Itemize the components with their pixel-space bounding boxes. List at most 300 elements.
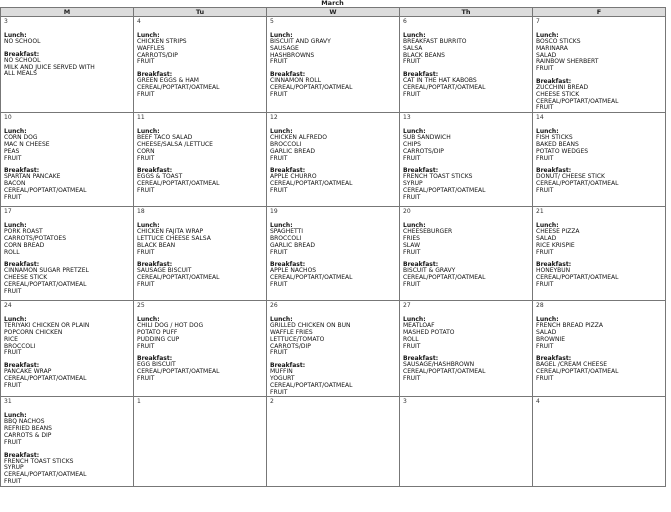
menu-item: MEATLOAF	[403, 322, 435, 330]
day-cell	[533, 301, 666, 397]
menu-item: CEREAL/POPTART/OATMEAL	[137, 368, 220, 376]
menu-item: BBQ NACHOS	[4, 418, 45, 426]
day-number: 6	[403, 18, 407, 25]
menu-item: PUDDING CUP	[137, 335, 180, 343]
week-row	[1, 397, 666, 486]
breakfast-section	[536, 167, 662, 194]
meal-label: Lunch:	[403, 32, 426, 39]
menu-item: FRUIT	[137, 342, 155, 350]
menu-item: FRUIT	[536, 280, 554, 288]
meal-label: Lunch:	[137, 128, 160, 136]
menu-item: MARINARA	[536, 44, 568, 52]
menu-item: FRUIT	[270, 280, 288, 288]
breakfast-section	[403, 167, 529, 201]
menu-item: CORN	[137, 147, 155, 155]
menu-item: CEREAL/POPTART/OATMEAL	[536, 368, 619, 376]
breakfast-section	[4, 51, 130, 78]
breakfast-section	[270, 261, 396, 288]
menu-item: CINNAMON ROLL	[270, 77, 321, 85]
menu-item: POTATO WEDGES	[536, 147, 589, 155]
menu-item: BROCCOLI	[270, 140, 302, 148]
day-cell	[134, 397, 267, 486]
menu-item: ROLL	[403, 335, 419, 343]
menu-item: FRUIT	[137, 154, 155, 162]
day-cell	[1, 113, 134, 207]
day-number: 26	[270, 302, 278, 310]
menu-item: FRUIT	[4, 287, 22, 295]
menu-item: BAKED BEANS	[536, 140, 579, 148]
day-number: 31	[4, 398, 12, 406]
menu-item: FRUIT	[137, 374, 155, 382]
meal-label: Breakfast:	[4, 261, 40, 269]
day-cell	[400, 397, 533, 486]
menu-item: APPLE CHURRO	[270, 173, 317, 181]
lunch-section	[270, 222, 396, 256]
menu-item: LETTUCE CHEESE SALSA	[137, 234, 211, 242]
lunch-section	[536, 32, 662, 73]
menu-item: CHICKEN STRIPS	[137, 38, 187, 45]
day-number: 7	[536, 18, 540, 25]
menu-item: CHEESEBURGER	[403, 228, 453, 236]
day-cell	[267, 397, 400, 486]
meal-label: Breakfast:	[536, 167, 572, 175]
menu-item: BACON	[4, 180, 26, 188]
menu-item: CEREAL/POPTART/OATMEAL	[536, 274, 619, 282]
day-number: 19	[270, 208, 278, 216]
week-row	[1, 207, 666, 301]
menu-item: SPARTAN PANCAKE	[4, 173, 61, 181]
menu-item: HONEYBUN	[536, 267, 571, 275]
meal-label: Lunch:	[270, 316, 293, 324]
meal-label: Lunch:	[4, 412, 27, 420]
menu-item: FRUIT	[403, 58, 421, 66]
lunch-section	[4, 32, 130, 46]
menu-item: FRUIT	[536, 104, 554, 112]
meal-label: Breakfast:	[137, 261, 173, 269]
menu-item: PORK ROAST	[4, 228, 43, 236]
meal-label: Lunch:	[536, 128, 559, 136]
day-cell	[1, 301, 134, 397]
menu-item: FRUIT	[536, 374, 554, 382]
menu-item: RAINBOW SHERBERT	[536, 58, 599, 66]
breakfast-section	[403, 261, 529, 288]
menu-item: FRUIT	[4, 477, 22, 485]
menu-item: CEREAL/POPTART/OATMEAL	[270, 180, 353, 188]
menu-item: BROWNIE	[536, 335, 565, 343]
menu-item: FRUIT	[4, 193, 22, 201]
menu-item: CEREAL/POPTART/OATMEAL	[403, 274, 486, 282]
menu-item: PEAS	[4, 147, 20, 155]
weekday-header: Tu	[134, 8, 267, 17]
lunch-section	[137, 316, 263, 350]
menu-item: CEREAL/POPTART/OATMEAL	[4, 186, 87, 194]
menu-item: FRUIT	[270, 349, 288, 357]
menu-item: EGG BISCUIT	[137, 361, 176, 369]
breakfast-section	[536, 78, 662, 112]
day-number: 25	[137, 302, 145, 310]
weekday-header: F	[533, 8, 666, 17]
menu-item: CEREAL/POPTART/OATMEAL	[403, 368, 486, 376]
day-cell	[134, 301, 267, 397]
meal-label: Lunch:	[536, 32, 559, 39]
menu-item: NO SCHOOL	[4, 38, 41, 45]
day-cell	[533, 113, 666, 207]
menu-item: CORN DOG	[4, 134, 38, 142]
meal-label: Lunch:	[536, 222, 559, 230]
day-cell	[400, 17, 533, 113]
lunch-section	[4, 412, 130, 446]
day-cell	[533, 207, 666, 301]
menu-item: BAGEL /CREAM CHEESE	[536, 361, 608, 369]
breakfast-section	[536, 261, 662, 288]
menu-item: RICE	[4, 335, 18, 343]
meal-label: Breakfast:	[403, 71, 439, 79]
meal-label: Lunch:	[4, 32, 27, 39]
day-number: 10	[4, 114, 12, 122]
menu-item: SAUSAGE	[270, 44, 299, 52]
day-cell	[267, 301, 400, 397]
meal-label: Lunch:	[403, 128, 426, 136]
calendar-body	[1, 17, 666, 487]
menu-item: FRUIT	[536, 342, 554, 350]
weekday-header: Th	[400, 8, 533, 17]
menu-item: DONUT/ CHEESE STICK	[536, 173, 605, 181]
breakfast-section	[403, 71, 529, 98]
menu-item: WAFFLES	[137, 44, 165, 52]
menu-item: FRUIT	[4, 154, 22, 162]
calendar-grid	[0, 7, 666, 487]
menu-item: FRUIT	[137, 248, 155, 256]
menu-item: CEREAL/POPTART/OATMEAL	[270, 381, 353, 389]
breakfast-section	[270, 167, 396, 194]
menu-item: CEREAL/POPTART/OATMEAL	[137, 83, 220, 91]
menu-item: CEREAL/POPTART/OATMEAL	[403, 186, 486, 194]
menu-item: FRUIT	[403, 90, 421, 98]
menu-item: BROCCOLI	[4, 342, 36, 350]
menu-item: CHICKEN ALFREDO	[270, 134, 327, 142]
meal-label: Lunch:	[536, 316, 559, 324]
meal-label: Lunch:	[4, 316, 27, 324]
day-number: 3	[403, 398, 407, 406]
day-number: 14	[536, 114, 544, 122]
day-number: 12	[270, 114, 278, 122]
day-number: 3	[4, 18, 8, 25]
menu-item: FRUIT	[270, 90, 288, 98]
menu-item: FRENCH TOAST STICKS	[4, 457, 74, 465]
menu-item: CEREAL/POPTART/OATMEAL	[4, 374, 87, 382]
day-number: 4	[137, 18, 141, 25]
lunch-section	[137, 32, 263, 66]
meal-label: Breakfast:	[4, 167, 40, 175]
lunch-section	[270, 128, 396, 162]
day-number: 24	[4, 302, 12, 310]
menu-item: FRUIT	[536, 154, 554, 162]
lunch-section	[270, 32, 396, 66]
lunch-section	[137, 128, 263, 162]
weekday-header: W	[267, 8, 400, 17]
lunch-section	[403, 316, 529, 350]
menu-item: SAUSAGE/HASHBROWN	[403, 361, 475, 369]
month-title: March	[321, 0, 344, 7]
menu-item: FRUIT	[137, 280, 155, 288]
meal-label: Breakfast:	[4, 50, 40, 58]
day-number: 27	[403, 302, 411, 310]
menu-item: FRUIT	[403, 248, 421, 256]
day-cell	[533, 397, 666, 486]
menu-item: FRUIT	[270, 388, 288, 396]
meal-label: Lunch:	[4, 222, 27, 230]
meal-label: Breakfast:	[4, 362, 40, 370]
menu-item: NO SCHOOL	[4, 56, 41, 64]
day-cell	[400, 207, 533, 301]
meal-label: Breakfast:	[536, 355, 572, 363]
menu-item: BLACK BEANS	[403, 51, 445, 59]
day-number: 21	[536, 208, 544, 216]
day-number: 5	[270, 18, 274, 25]
menu-item: APPLE NACHOS	[270, 267, 317, 275]
menu-item: FRUIT	[137, 90, 155, 98]
menu-item: FRUIT	[4, 381, 22, 389]
meal-label: Breakfast:	[270, 71, 306, 79]
day-cell	[267, 207, 400, 301]
menu-item: CEREAL/POPTART/OATMEAL	[536, 97, 619, 105]
meal-label: Breakfast:	[403, 261, 439, 269]
menu-item: CARROTS/DIP	[270, 342, 311, 350]
lunch-section	[4, 128, 130, 162]
lunch-section	[536, 222, 662, 256]
day-cell	[134, 113, 267, 207]
menu-item: BROCCOLI	[270, 234, 302, 242]
breakfast-section	[4, 261, 130, 295]
menu-item: YOGURT	[270, 374, 295, 382]
lunch-section	[536, 316, 662, 350]
menu-item: FRENCH BREAD PIZZA	[536, 322, 603, 330]
menu-item: FRENCH TOAST STICKS	[403, 173, 473, 181]
menu-item: POTATO PUFF	[137, 328, 178, 336]
day-number: 18	[137, 208, 145, 216]
breakfast-section	[536, 355, 662, 382]
week-row	[1, 301, 666, 397]
day-cell	[134, 17, 267, 113]
menu-item: FRUIT	[270, 248, 288, 256]
menu-item: FRUIT	[137, 186, 155, 194]
menu-item: CEREAL/POPTART/OATMEAL	[137, 274, 220, 282]
day-number: 13	[403, 114, 411, 122]
meal-label: Breakfast:	[270, 167, 306, 175]
lunch-section	[403, 32, 529, 66]
menu-item: FRUIT	[536, 186, 554, 194]
day-cell	[400, 301, 533, 397]
meal-label: Lunch:	[137, 222, 160, 230]
day-cell	[1, 17, 134, 113]
menu-item: BOSCO STICKS	[536, 38, 581, 45]
lunch-section	[270, 316, 396, 357]
day-number: 28	[536, 302, 544, 310]
meal-label: Lunch:	[403, 222, 426, 230]
breakfast-section	[4, 167, 130, 201]
meal-label: Lunch:	[270, 222, 293, 230]
menu-item: SALAD	[536, 328, 557, 336]
lunch-section	[403, 222, 529, 256]
menu-item: SALAD	[536, 51, 557, 59]
day-cell	[533, 17, 666, 113]
menu-item: FRUIT	[536, 248, 554, 256]
week-row	[1, 113, 666, 207]
lunch-section	[4, 222, 130, 256]
breakfast-section	[137, 355, 263, 382]
menu-item: BISCUIT & GRAVY	[403, 267, 456, 275]
menu-item: FRUIT	[4, 438, 22, 446]
menu-item: GARLIC BREAD	[270, 147, 315, 155]
breakfast-section	[403, 355, 529, 382]
meal-label: Breakfast:	[270, 362, 306, 370]
menu-item: CARROTS & DIP	[4, 431, 52, 439]
menu-item: CEREAL/POPTART/OATMEAL	[270, 274, 353, 282]
menu-item: CEREAL/POPTART/OATMEAL	[4, 471, 87, 479]
day-cell	[1, 207, 134, 301]
menu-item: GRILLED CHICKEN ON BUN	[270, 322, 351, 330]
meal-label: Breakfast:	[403, 355, 439, 363]
breakfast-section	[4, 452, 130, 486]
day-number: 17	[4, 208, 12, 216]
menu-item: FRUIT	[403, 342, 421, 350]
menu-item: CARROTS/DIP	[137, 51, 178, 59]
week-row	[1, 17, 666, 113]
meal-label: Breakfast:	[137, 355, 173, 363]
menu-item: CHIPS	[403, 140, 421, 148]
menu-item: SALAD	[536, 234, 557, 242]
day-cell	[400, 113, 533, 207]
menu-item: SPAGHETTI	[270, 228, 303, 236]
meal-label: Lunch:	[403, 316, 426, 324]
menu-item: SUB SANDWICH	[403, 134, 451, 142]
menu-item: FISH STICKS	[536, 134, 573, 142]
weekday-header: M	[1, 8, 134, 17]
day-number: 1	[137, 398, 141, 406]
menu-item: LETTUCE/TOMATO	[270, 335, 325, 343]
menu-item: CAT IN THE HAT KABOBS	[403, 77, 477, 85]
weekday-header-row	[1, 8, 666, 17]
meal-label: Lunch:	[4, 128, 27, 136]
menu-item: CHEESE/SALSA /LETTUCE	[137, 140, 213, 148]
lunch-section	[4, 316, 130, 357]
menu-item: HASHBROWNS	[270, 51, 315, 59]
menu-item: BEEF TACO SALAD	[137, 134, 193, 142]
menu-item: RICE KRISPIE	[536, 241, 575, 249]
menu-item: MILK AND JUICE SERVED WITH	[4, 63, 95, 71]
menu-item: EGGS & TOAST	[137, 173, 183, 181]
day-cell	[134, 207, 267, 301]
menu-item: CHEESE STICK	[4, 274, 48, 282]
menu-item: BLACK BEAN	[137, 241, 176, 249]
menu-item: MAC N CHEESE	[4, 140, 50, 148]
menu-item: FRUIT	[403, 374, 421, 382]
menu-item: REFRIED BEANS	[4, 425, 52, 433]
menu-item: ZUCCHINI BREAD	[536, 83, 589, 91]
menu-item: SLAW	[403, 241, 420, 249]
lunch-section	[403, 128, 529, 162]
menu-item: MUFFIN	[270, 368, 293, 376]
menu-item: TERIYAKI CHICKEN OR PLAIN	[4, 322, 90, 330]
menu-item: FRIES	[403, 234, 420, 242]
meal-label: Breakfast:	[536, 77, 572, 85]
menu-item: CORN BREAD	[4, 241, 45, 249]
meal-label: Lunch:	[270, 32, 293, 39]
menu-item: CHEESE PIZZA	[536, 228, 580, 236]
menu-item: FRUIT	[403, 280, 421, 288]
menu-item: ALL MEALS	[4, 70, 37, 78]
menu-item: FRUIT	[137, 58, 155, 66]
menu-item: SALSA	[403, 44, 423, 52]
menu-item: SAUSAGE BISCUIT	[137, 267, 192, 275]
menu-item: CARROTS/DIP	[403, 147, 444, 155]
breakfast-section	[137, 261, 263, 288]
menu-item: ROLL	[4, 248, 20, 256]
lunch-section	[536, 128, 662, 162]
menu-item: GARLIC BREAD	[270, 241, 315, 249]
menu-item: FRUIT	[270, 154, 288, 162]
menu-item: CHILI DOG / HOT DOG	[137, 322, 204, 330]
menu-item: FRUIT	[403, 193, 421, 201]
meal-label: Breakfast:	[137, 71, 173, 79]
meal-label: Breakfast:	[403, 167, 439, 175]
day-number: 2	[270, 398, 274, 406]
menu-item: CEREAL/POPTART/OATMEAL	[536, 180, 619, 188]
day-number: 4	[536, 398, 540, 406]
menu-item: CEREAL/POPTART/OATMEAL	[4, 280, 87, 288]
menu-item: CHICKEN FAJITA WRAP	[137, 228, 204, 236]
menu-item: FRUIT	[536, 65, 554, 73]
menu-item: WAFFLE FRIES	[270, 328, 313, 336]
breakfast-section	[270, 362, 396, 396]
day-number: 11	[137, 114, 145, 122]
menu-item: BREAKFAST BURRITO	[403, 38, 467, 45]
breakfast-section	[137, 71, 263, 98]
menu-item: CINNAMON SUGAR PRETZEL	[4, 267, 89, 275]
breakfast-section	[270, 71, 396, 98]
meal-label: Breakfast:	[4, 451, 40, 459]
meal-label: Lunch:	[270, 128, 293, 136]
menu-item: FRUIT	[270, 186, 288, 194]
day-cell	[267, 17, 400, 113]
breakfast-section	[4, 362, 130, 389]
breakfast-section	[137, 167, 263, 194]
day-cell	[1, 397, 134, 486]
menu-item: CHEESE STICK	[536, 90, 580, 98]
meal-label: Breakfast:	[137, 167, 173, 175]
lunch-section	[137, 222, 263, 256]
day-cell	[267, 113, 400, 207]
menu-item: SYRUP	[403, 180, 423, 188]
menu-item: CARROTS/POTATOES	[4, 234, 67, 242]
meal-label: Lunch:	[137, 32, 160, 39]
menu-item: FRUIT	[403, 154, 421, 162]
menu-item: MASHED POTATO	[403, 328, 455, 336]
menu-item: FRUIT	[270, 58, 288, 66]
menu-item: CEREAL/POPTART/OATMEAL	[403, 83, 486, 91]
meal-label: Breakfast:	[270, 261, 306, 269]
menu-item: CEREAL/POPTART/OATMEAL	[137, 180, 220, 188]
menu-item: PANCAKE WRAP	[4, 368, 52, 376]
menu-item: POPCORN CHICKEN	[4, 328, 63, 336]
menu-item: BISCUIT AND GRAVY	[270, 38, 331, 45]
menu-item: CEREAL/POPTART/OATMEAL	[270, 83, 353, 91]
meal-label: Lunch:	[137, 316, 160, 324]
menu-item: FRUIT	[4, 349, 22, 357]
day-number: 20	[403, 208, 411, 216]
meal-label: Breakfast:	[536, 261, 572, 269]
menu-item: GREEN EGGS & HAM	[137, 77, 199, 85]
